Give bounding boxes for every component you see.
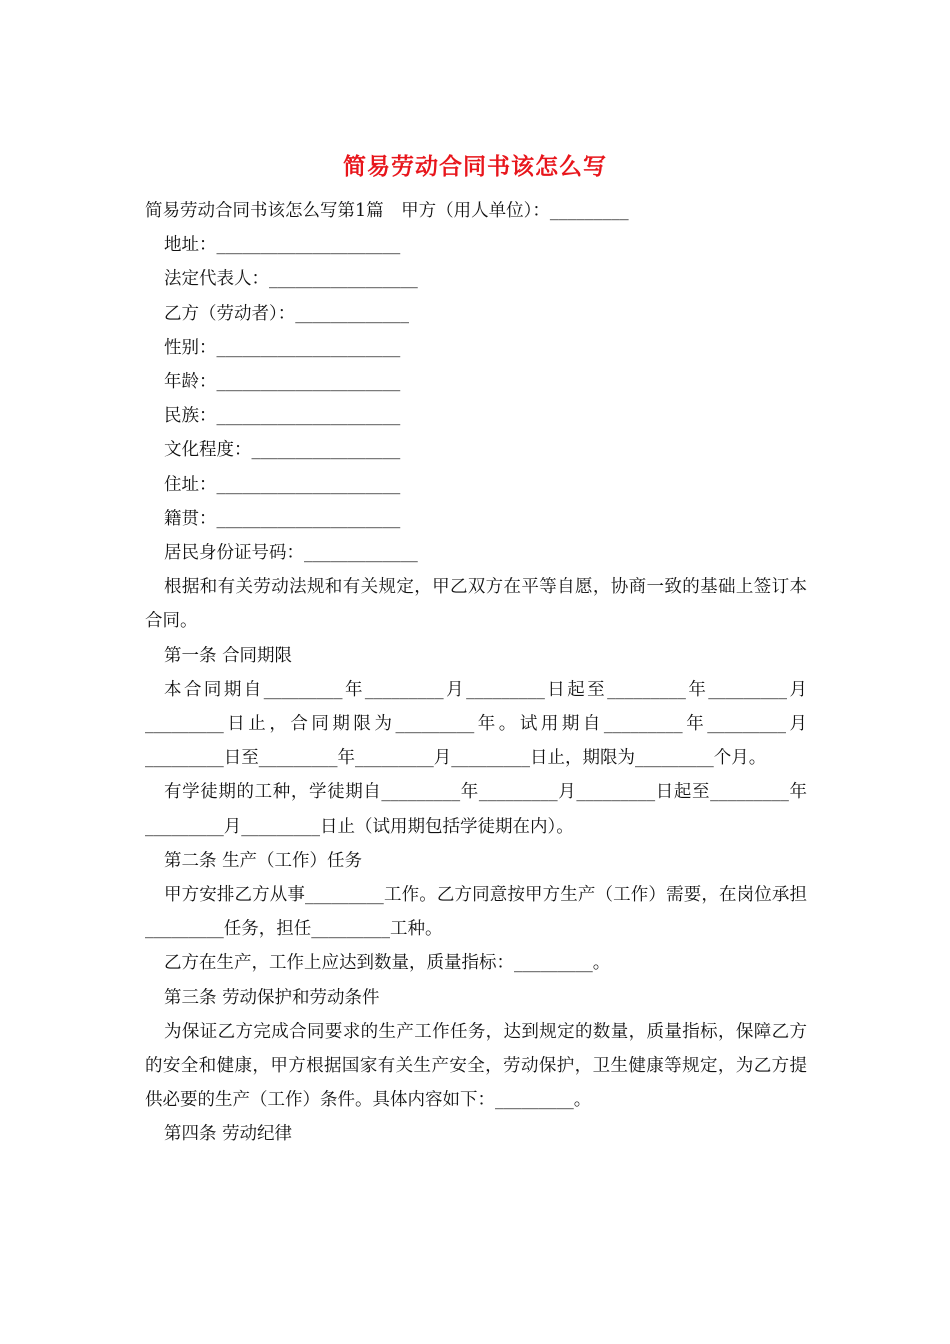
party-a-line: 简易劳动合同书该怎么写第1篇 甲方（用人单位）：_________ [145,201,629,221]
labor-protection-paragraph: 为保证乙方完成合同要求的生产工作任务，达到规定的数量，质量指标，保障乙方的安全和健康，甲方根据国家有关生产安全，劳动保护，卫生健康等规定，为乙方提供必要的生产（工作）条件。具体内容如下：_________。 [145,1021,807,1111]
native-place-field: 籍贯：_____________________ [164,508,401,529]
article-1-heading: 第一条 合同期限 [164,645,293,666]
work-assignment-paragraph: 甲方安排乙方从事_________工作。乙方同意按甲方生产（工作）需要，在岗位承担_________任务，担任_________工种。 [145,885,807,940]
article-3-heading: 第三条 劳动保护和劳动条件 [164,987,380,1008]
party-b-field: 乙方（劳动者）：_____________ [164,303,409,324]
document-title: 简易劳动合同书该怎么写 [343,153,607,180]
id-number-field: 居民身份证号码：_____________ [164,543,418,564]
residence-field: 住址：_____________________ [164,474,401,495]
apprenticeship-paragraph: 有学徒期的工种，学徒期自_________年_________月_________日起至_________年_________月_________日止（试用期包括学徒期在内）。 [145,782,807,837]
document-body [145,194,807,1152]
quality-target-paragraph: 乙方在生产，工作上应达到数量，质量指标：_________。 [164,953,611,974]
age-field: 年龄：_____________________ [164,372,401,393]
preamble-paragraph: 根据和有关劳动法规和有关规定，甲乙双方在平等自愿，协商一致的基础上签订本合同。 [145,577,807,632]
education-field: 文化程度：_________________ [164,440,401,461]
address-field: 地址：_____________________ [164,235,401,256]
contract-term-paragraph: 本合同期自_________年_________月_________日起至_________年_________月_________日止，合同期限为_________年。试用期自_________年_________月_________日至_________年_________月_________日止，期限为_________个月。 [145,679,807,769]
article-4-heading: 第四条 劳动纪律 [164,1124,293,1145]
gender-field: 性别：_____________________ [164,337,401,358]
article-2-heading: 第二条 生产（工作）任务 [164,850,363,871]
ethnicity-field: 民族：_____________________ [164,406,401,427]
legal-representative-field: 法定代表人：_________________ [164,269,418,290]
